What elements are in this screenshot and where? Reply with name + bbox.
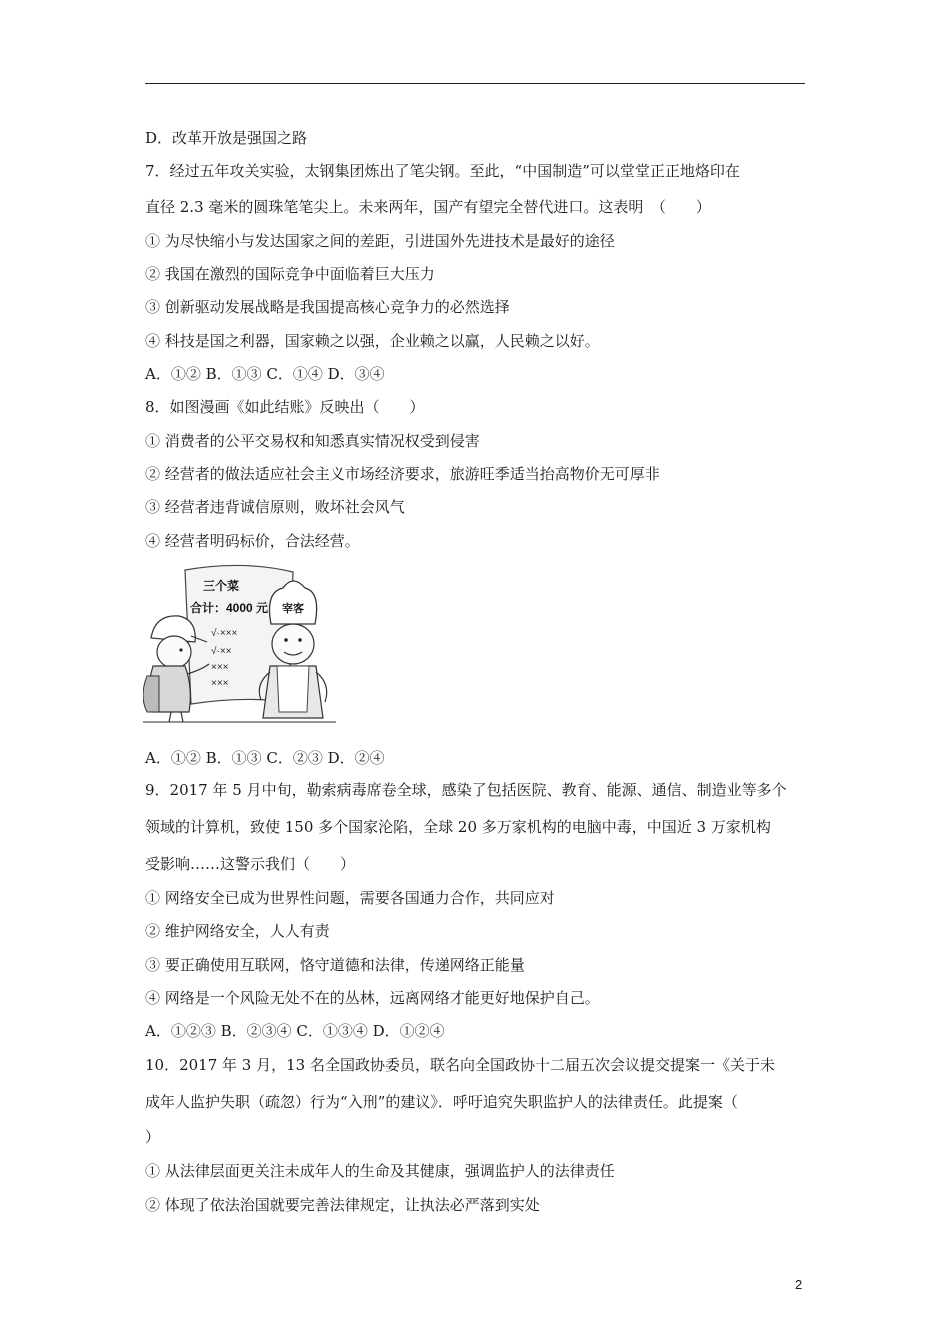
q9-statement-4: ④ 网络是一个风险无处不在的丛林，远离网络才能更好地保护自己。 — [145, 989, 600, 1007]
q7-statement-4: ④ 科技是国之利器，国家赖之以强，企业赖之以赢，人民赖之以好。 — [145, 332, 600, 350]
q9-statement-3: ③ 要正确使用互联网，恪守道德和法律，传递网络正能量 — [145, 956, 525, 974]
question-8-text: 8．如图漫画《如此结账》反映出（ ） — [145, 398, 425, 416]
q7-statement-1: ① 为尽快缩小与发达国家之间的差距，引进国外先进技术是最好的途径 — [145, 232, 615, 250]
question-7-text-cont: 直径 2.3 毫米的圆珠笔笔尖上。未来两年，国产有望完全替代进口。这表明 （ ） — [145, 198, 711, 216]
cartoon-sign-mark: √·××× — [211, 628, 238, 639]
header-rule — [145, 83, 805, 84]
cartoon-sign-mark: ××× — [211, 662, 229, 673]
question-10-text-cont: 成年人监护失职（疏忽）行为“入刑”的建议》．呼吁追究失职监护人的法律责任。此提案（ — [145, 1093, 738, 1111]
q10-statement-2: ② 体现了依法治国就要完善法律规定，让执法必严落到实处 — [145, 1196, 540, 1214]
cartoon-image — [143, 562, 336, 725]
cartoon-sign-title: 三个菜 — [203, 579, 240, 593]
q10-statement-1: ① 从法律层面更关注未成年人的生命及其健康，强调监护人的法律责任 — [145, 1162, 615, 1180]
question-10-text-cont: ） — [145, 1128, 161, 1146]
q8-statement-4: ④ 经营者明码标价，合法经营。 — [145, 532, 360, 550]
page-number: 2 — [795, 1277, 803, 1292]
cartoon-hat-text: 宰客 — [282, 602, 304, 615]
q8-statement-2: ② 经营者的做法适应社会主义市场经济要求，旅游旺季适当抬高物价无可厚非 — [145, 465, 660, 483]
q8-answer-options: A．①② B．①③ C．②③ D．②④ — [145, 749, 385, 767]
q9-answer-options: A．①②③ B．②③④ C．①③④ D．①②④ — [145, 1022, 445, 1040]
q8-statement-3: ③ 经营者违背诚信原则，败坏社会风气 — [145, 498, 405, 516]
q8-statement-1: ① 消费者的公平交易权和知悉真实情况权受到侵害 — [145, 432, 480, 450]
q7-answer-options: A．①② B．①③ C．①④ D．③④ — [145, 365, 385, 383]
q7-statement-2: ② 我国在激烈的国际竞争中面临着巨大压力 — [145, 265, 435, 283]
q9-statement-1: ① 网络安全已成为世界性问题，需要各国通力合作，共同应对 — [145, 889, 555, 907]
q9-statement-2: ② 维护网络安全，人人有责 — [145, 922, 330, 940]
q7-statement-3: ③ 创新驱动发展战略是我国提高核心竞争力的必然选择 — [145, 298, 510, 316]
question-9-text: 9．2017 年 5 月中旬，勒索病毒席卷全球，感染了包括医院、教育、能源、通信、制造业等多个 — [145, 781, 787, 799]
question-7-text: 7．经过五年攻关实验，太钢集团炼出了笔尖钢。至此，“中国制造”可以堂堂正正地烙印在 — [145, 162, 740, 180]
cartoon-sign-mark: √·×× — [211, 646, 232, 657]
question-9-text-cont: 领域的计算机，致使 150 多个国家沦陷，全球 20 多万家机构的电脑中毒，中国近 3 万家机构 — [145, 818, 771, 836]
cartoon-sign-total: 合计：4000 元 — [190, 601, 269, 615]
question-9-text-cont: 受影响……这警示我们（ ） — [145, 855, 356, 873]
cartoon-sign-mark: ××× — [211, 678, 229, 689]
question-10-text: 10．2017 年 3 月，13 名全国政协委员，联名向全国政协十二届五次会议提交提案一《关于未 — [145, 1056, 775, 1074]
option-d-line: D．改革开放是强国之路 — [145, 129, 308, 147]
